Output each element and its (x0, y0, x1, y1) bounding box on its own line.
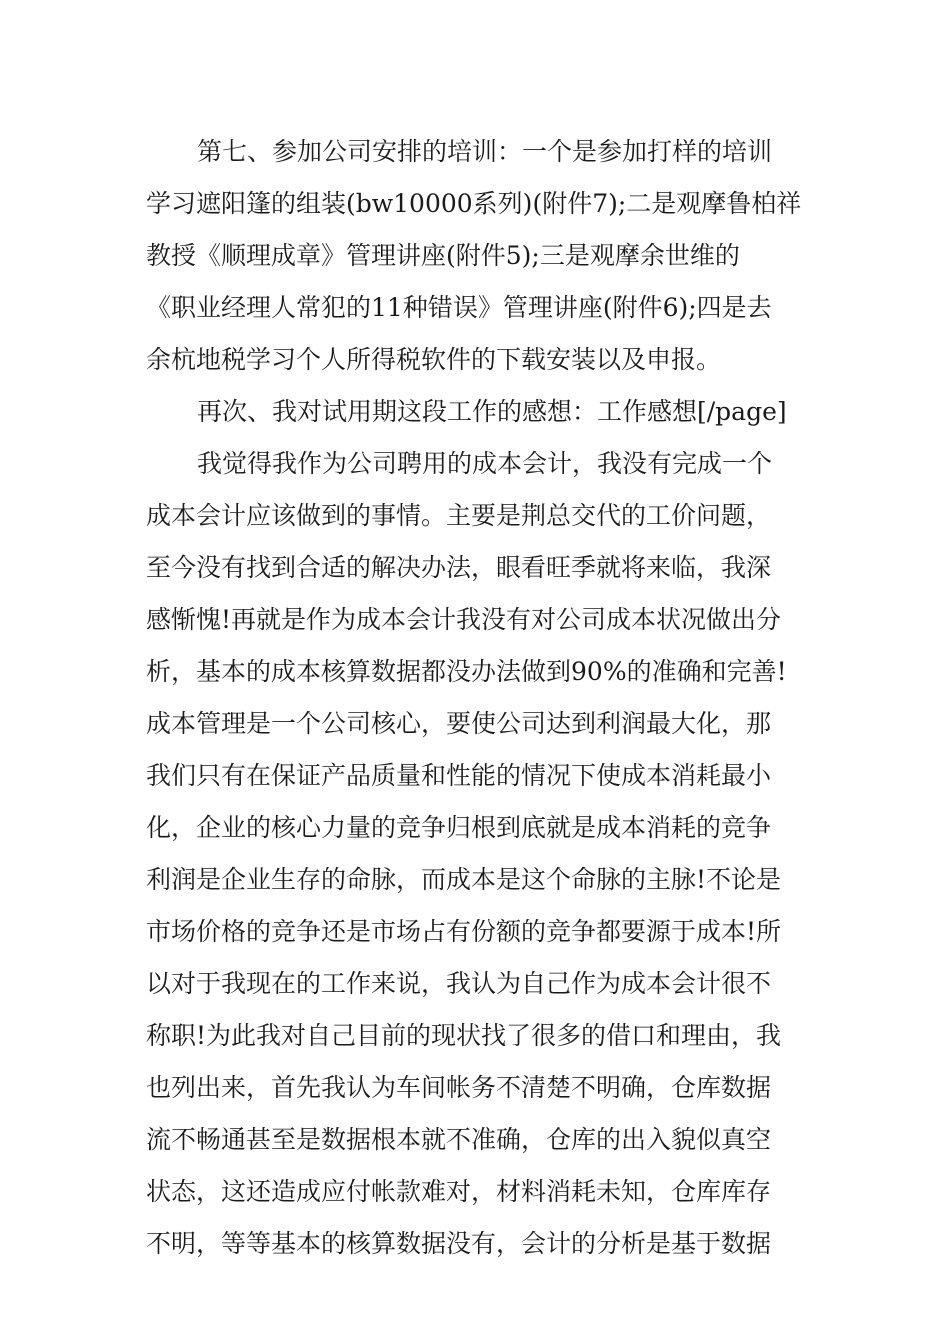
text-line: 学习遮阳篷的组装(bw10000系列)(附件7);二是观摩鲁柏祥 (146, 189, 802, 218)
text-line: 我觉得我作为公司聘用的成本会计，我没有完成一个 (197, 449, 773, 478)
text-line: 状态，这还造成应付帐款难对，材料消耗未知，仓库库存 (146, 1177, 772, 1206)
text-line: 称职!为此我对自己目前的现状找了很多的借口和理由，我 (146, 1021, 782, 1050)
text-line: 至今没有找到合适的解决办法，眼看旺季就将来临，我深 (146, 553, 772, 582)
text-line: 利润是企业生存的命脉，而成本是这个命脉的主脉!不论是 (146, 865, 782, 894)
body-text (146, 126, 806, 1270)
text-line: 以对于我现在的工作来说，我认为自己作为成本会计很不 (146, 969, 772, 998)
text-line: 第七、参加公司安排的培训：一个是参加打样的培训 (197, 137, 773, 166)
text-line: 流不畅通甚至是数据根本就不准确，仓库的出入貌似真空 (146, 1125, 772, 1154)
text-line: 成本管理是一个公司核心，要使公司达到利润最大化，那 (146, 709, 772, 738)
text-line: 化，企业的核心力量的竞争归根到底就是成本消耗的竞争 (146, 813, 772, 842)
text-line: 教授《顺理成章》管理讲座(附件5);三是观摩余世维的 (146, 241, 740, 270)
text-line: 《职业经理人常犯的11种错误》管理讲座(附件6);四是去 (146, 293, 772, 322)
text-line: 再次、我对试用期这段工作的感想：工作感想[/page] (197, 397, 787, 426)
text-line: 析，基本的成本核算数据都没办法做到90%的准确和完善! (146, 657, 787, 686)
text-line: 余杭地税学习个人所得税软件的下载安装以及申报。 (146, 345, 722, 374)
text-line: 市场价格的竞争还是市场占有份额的竞争都要源于成本!所 (146, 917, 782, 946)
text-line: 我们只有在保证产品质量和性能的情况下使成本消耗最小 (146, 761, 772, 790)
text-line: 感惭愧!再就是作为成本会计我没有对公司成本状况做出分 (146, 605, 782, 634)
text-line: 也列出来，首先我认为车间帐务不清楚不明确，仓库数据 (146, 1073, 772, 1102)
text-line: 成本会计应该做到的事情。主要是荆总交代的工价问题， (146, 501, 772, 530)
text-line: 不明，等等基本的核算数据没有，会计的分析是基于数据 (146, 1229, 772, 1258)
